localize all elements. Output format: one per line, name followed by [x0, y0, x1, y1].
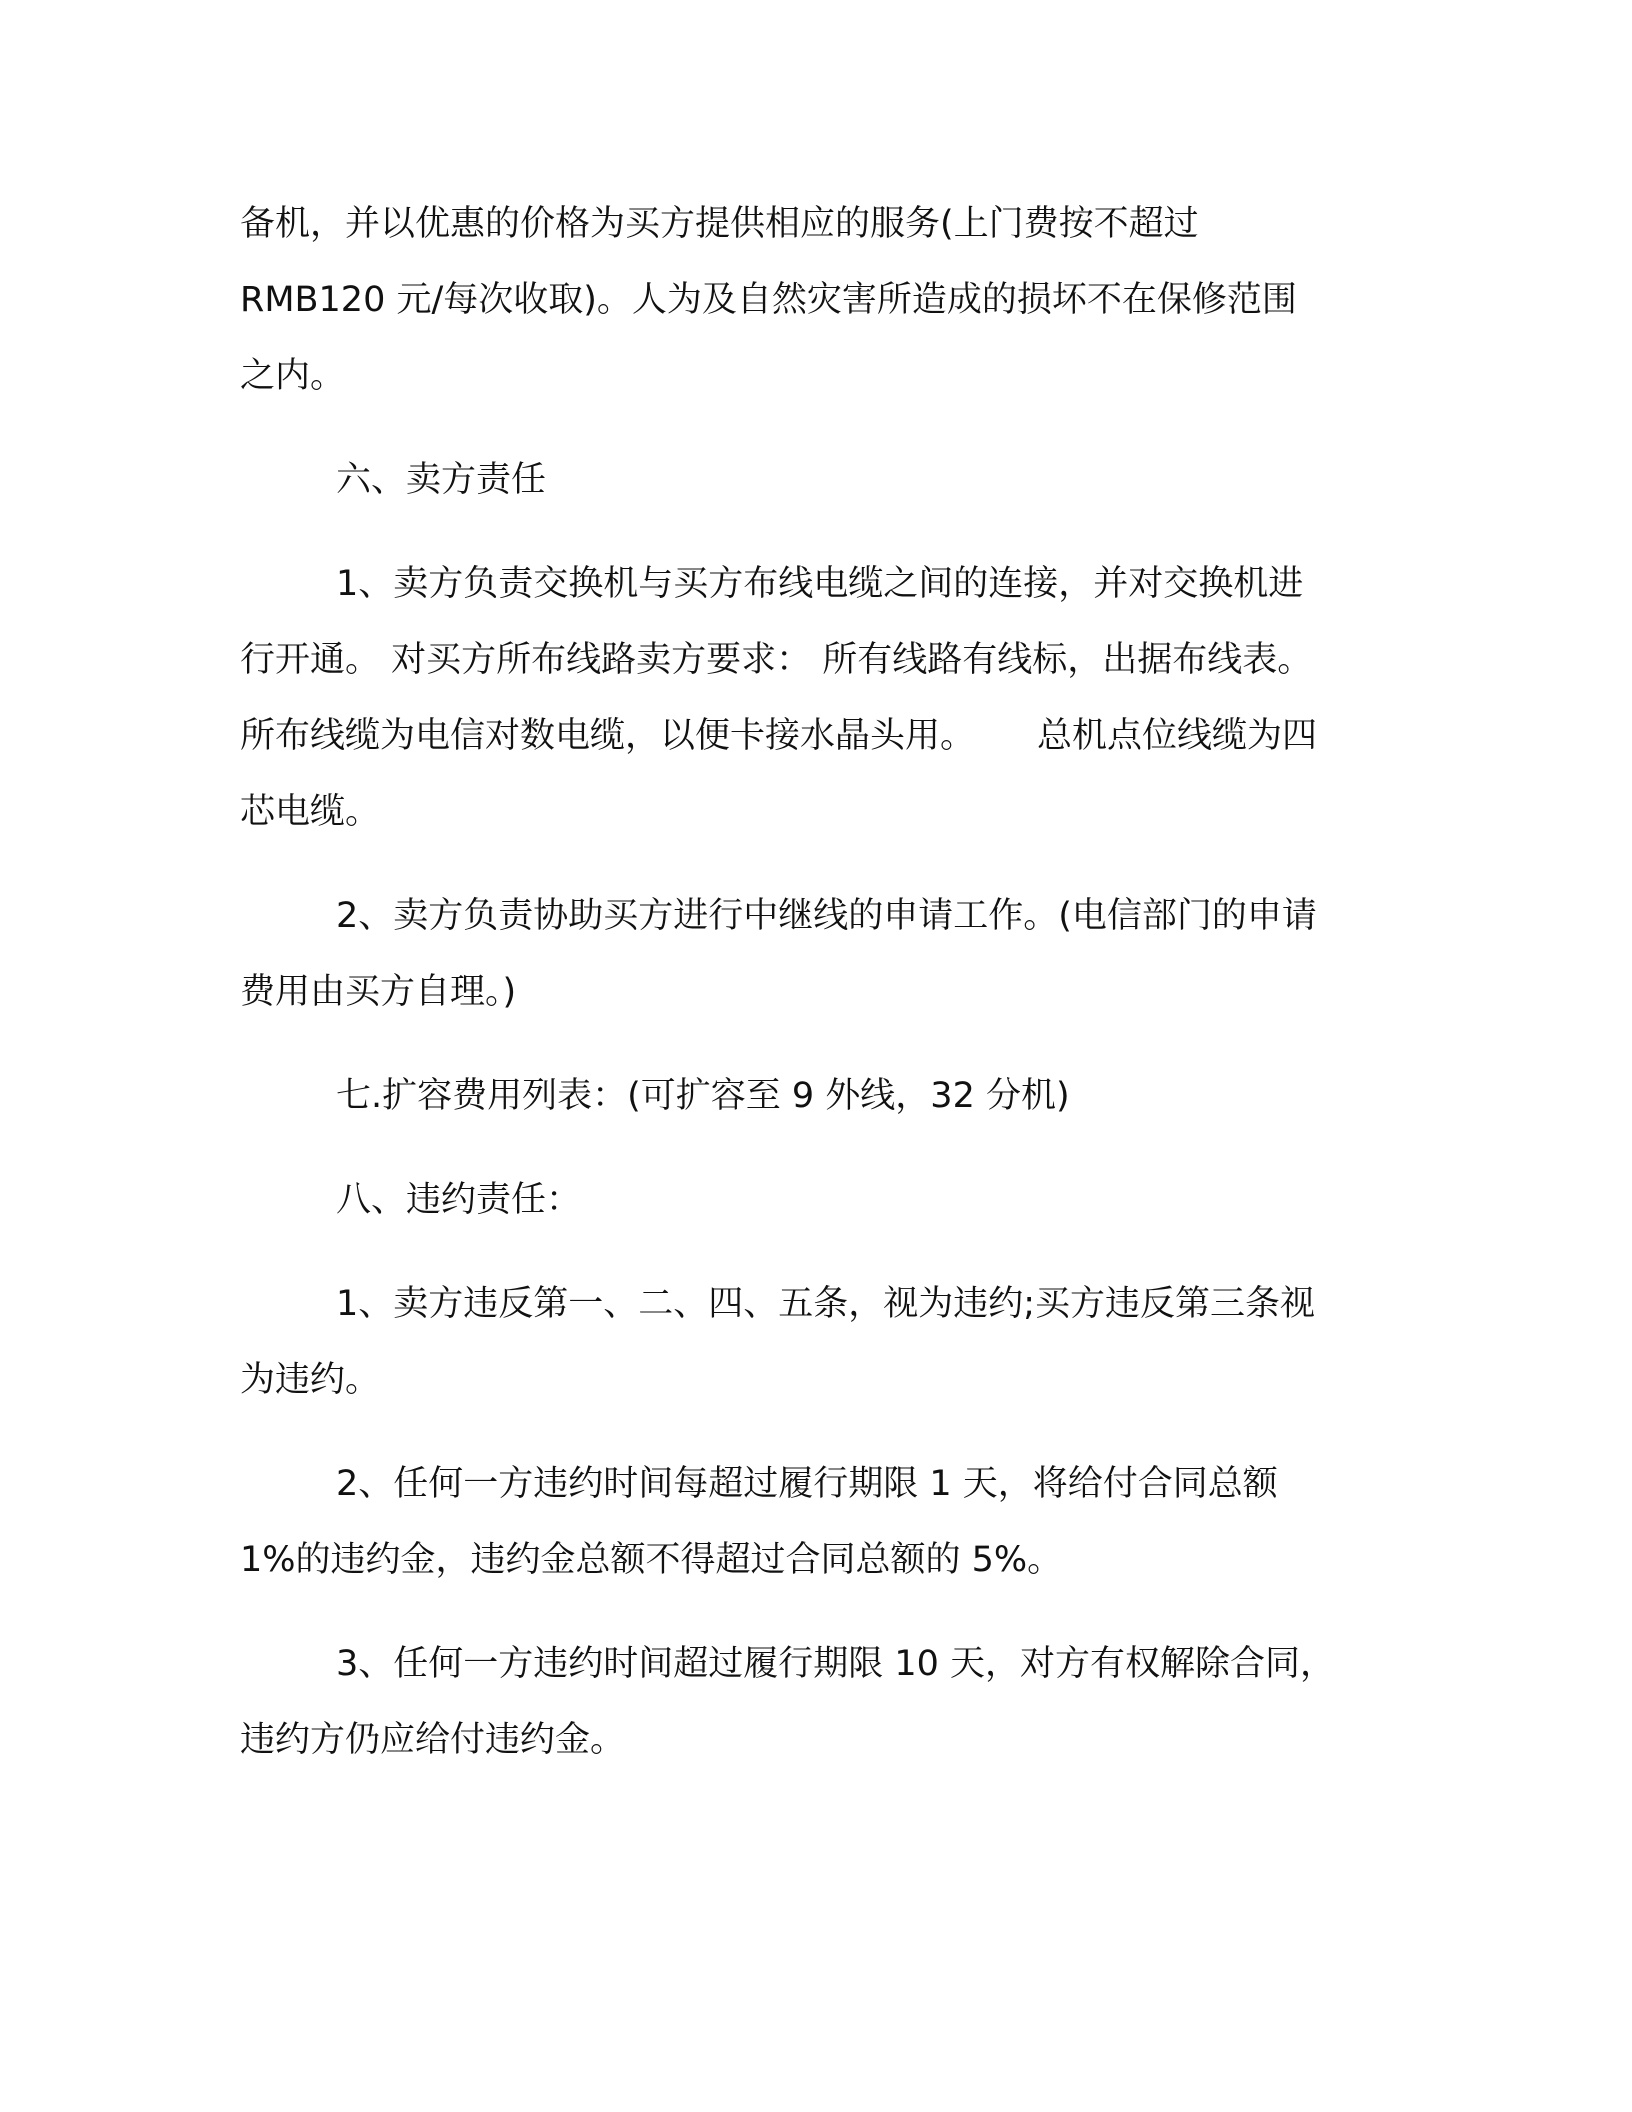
section-heading-expansion-costs — [240, 1058, 1390, 1134]
text-line: RMB120 元/每次收取)。人为及自然灾害所造成的损坏不在保修范围 — [240, 280, 1297, 320]
text-segment: 总机点位线缆为四 — [1037, 716, 1318, 756]
text-line: 2、卖方负责协助买方进行中继线的申请工作。(电信部门的申请 — [336, 896, 1317, 936]
text-line: 为违约。 — [240, 1360, 381, 1400]
text-line: 1%的违约金，违约金总额不得超过合同总额的 5%。 — [240, 1540, 1063, 1580]
section-heading-text: 六、卖方责任 — [336, 460, 547, 500]
paragraph-breach-clause-3 — [240, 1626, 1390, 1778]
text-line: 芯电缆。 — [240, 792, 381, 832]
text-line: 2、任何一方违约时间每超过履行期限 1 天，将给付合同总额 — [336, 1464, 1278, 1504]
paragraph-seller-clause-2 — [240, 878, 1390, 1030]
text-line: 3、任何一方违约时间超过履行期限 10 天，对方有权解除合同， — [336, 1644, 1336, 1684]
text-segment: 所布线缆为电信对数电缆，以便卡接水晶头用。 — [240, 716, 976, 756]
paragraph-seller-clause-1 — [240, 546, 1390, 850]
paragraph-breach-clause-1 — [240, 1266, 1390, 1418]
paragraph-service-terms — [240, 186, 1390, 414]
section-heading-text: 八、违约责任： — [336, 1180, 582, 1220]
text-line: 1、卖方违反第一、二、四、五条，视为违约;买方违反第三条视 — [336, 1284, 1316, 1324]
text-line: 之内。 — [240, 356, 346, 396]
text-line: 1、卖方负责交换机与买方布线电缆之间的连接，并对交换机进 — [336, 564, 1304, 604]
text-line: 行开通。 对买方所布线路卖方要求： 所有线路有线标，出据布线表。 — [240, 640, 1313, 680]
text-line: 违约方仍应给付违约金。 — [240, 1720, 626, 1760]
text-line — [240, 698, 1390, 774]
text-line: 备机，并以优惠的价格为买方提供相应的服务(上门费按不超过 — [240, 204, 1199, 244]
section-heading-text: 七.扩容费用列表：(可扩容至 9 外线，32 分机) — [336, 1076, 1070, 1116]
section-heading-breach-liability — [240, 1162, 1390, 1238]
section-heading-seller-responsibility — [240, 442, 1390, 518]
document-body — [240, 186, 1390, 1806]
paragraph-breach-clause-2 — [240, 1446, 1390, 1598]
text-line: 费用由买方自理。) — [240, 972, 517, 1012]
